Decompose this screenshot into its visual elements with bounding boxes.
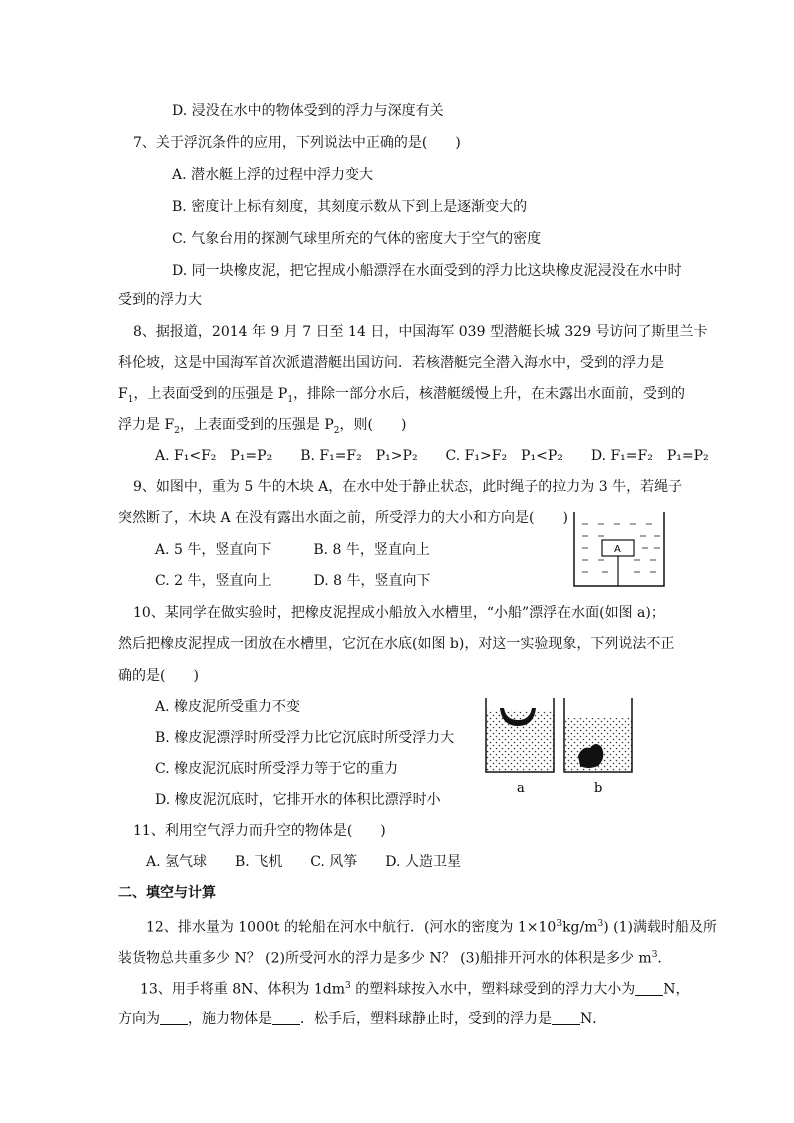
q6-option-d: D. 浸没在水中的物体受到的浮力与深度有关 [172,103,444,119]
blank-buoyancy[interactable] [635,981,663,996]
q10-line-2: 然后把橡皮泥捏成一团放在水槽里，它沉在水底(如图 b)，对这一实验现象，下列说法不正 [118,636,675,652]
q12-line-1: 12、排水量为 1000t 的轮船在河水中航行．(河水的密度为 $1\times 10^3kg/m^3$) (1)满载时船及所 [146,919,717,936]
q7-option-d-cont: 受到的浮力大 [118,292,202,308]
section-2-title: 二、填空与计算 [118,885,216,901]
blank-direction[interactable] [160,1010,188,1025]
q8-line-3: $F_1$，上表面受到的压强是 $P_1$，排除一部分水后，核潜艇缓慢上升，在未露出水面前，受到的 [118,386,686,405]
q7-option-a: A. 潜水艇上浮的过程中浮力变大 [172,167,374,183]
q13-line-1: 13、用手将重 8N、体积为 $1dm^3$ 的塑料球按入水中，塑料球受到的浮力大小为 N， [140,981,690,998]
q9-line-1: 9、如图中，重为 5 牛的木块 A，在水中处于静止状态，此时绳子的拉力为 3 牛，若绳子 [133,479,683,495]
q9-line-2: 突然断了，木块 A 在没有露出水面之前，所受浮力的大小和方向是( ) [118,510,568,526]
q9-options-2: C. 2 牛，竖直向上 D. 8 牛，竖直向下 [155,573,431,589]
q7-option-c: C. 气象台用的探测气球里所充的气体的密度大于空气的密度 [172,231,542,247]
q11-stem: 11、利用空气浮力而升空的物体是( ) [133,823,386,839]
fig-a-label: a [517,781,525,796]
block-a-label: A [614,544,621,555]
q10-line-3: 确的是( ) [118,668,199,684]
blank-static-buoyancy[interactable] [552,1010,580,1025]
q8-line-1: 8、据报道，2014 年 9 月 7 日至 14 日，中国海军 039 型潜艇长城 329 号访问了斯里兰卡 [133,324,708,340]
q8-line-4: 浮力是 $F_2$，上表面受到的压强是 $P_2$，则( ) [118,417,407,436]
q10-option-c: C. 橡皮泥沉底时所受浮力等于它的重力 [155,761,399,777]
q7-option-d: D. 同一块橡皮泥，把它捏成小船漂浮在水面受到的浮力比这块橡皮泥浸没在水中时 [172,263,682,279]
q7-stem: 7、关于浮沉条件的应用，下列说法中正确的是( ) [133,135,461,151]
q13-line-2: 方向为 ，施力物体是 ．松手后，塑料球静止时，受到的浮力是 N． [118,1011,607,1027]
q11-options: A. 氢气球 B. 飞机 C. 风筝 D. 人造卫星 [146,854,461,870]
q10-option-a: A. 橡皮泥所受重力不变 [155,699,301,715]
q7-option-b: B. 密度计上标有刻度，其刻度示数从下到上是逐渐变大的 [172,199,528,215]
q10-option-b: B. 橡皮泥漂浮时所受浮力比它沉底时所受浮力大 [155,730,455,746]
q10-option-d: D. 橡皮泥沉底时，它排开水的体积比漂浮时小 [155,792,441,808]
fig-b-label: b [594,781,603,796]
blank-force-source[interactable] [272,1010,300,1025]
q10-figures [480,696,640,800]
q9-options-1: A. 5 牛，竖直向下 B. 8 牛，竖直向上 [155,542,430,558]
q8-line-2: 科伦坡，这是中国海军首次派遣潜艇出国访问．若核潜艇完全潜入海水中，受到的浮力是 [118,355,664,371]
q8-options: A. F₁<F₂ P₁=P₂ B. F₁=F₂ P₁>P₂ C. F₁>F₂ P₁<P₂ D. F₁=F₂ P₁=P₂ [155,448,709,464]
tank-b [564,698,632,772]
q10-line-1: 10、某同学在做实验时，把橡皮泥捏成小船放入水槽里，“小船”漂浮在水面(如图 a)； [133,605,665,621]
q9-tank-figure [568,508,672,590]
q12-line-2: 装货物总共重多少 N？ (2)所受河水的浮力是多少 N？ (3)船排开河水的体积是多少 $m^3$． [118,950,672,967]
tank-a [486,698,554,772]
